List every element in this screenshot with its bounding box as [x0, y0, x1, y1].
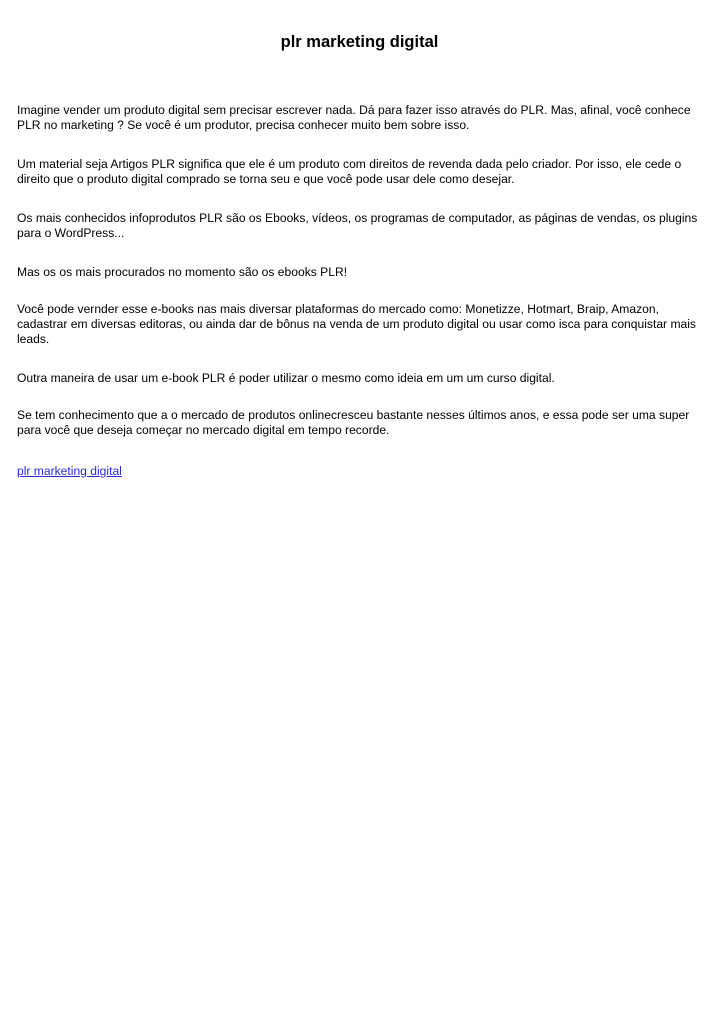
plr-marketing-link[interactable]: plr marketing digital: [17, 464, 122, 478]
paragraph-definition: Um material seja Artigos PLR significa que ele é um produto com direitos de revenda dada pelo criador. Por isso, ele cede o direito que o produto digital comprado se torna seu e que você pode usar dele como desejar.: [17, 157, 682, 186]
paragraph-infoproducts: Os mais conhecidos infoprodutos PLR são os Ebooks, vídeos, os programas de computador, as páginas de vendas, os plugins para o WordPress...: [17, 211, 698, 240]
paragraph-course-idea: Outra maneira de usar um e-book PLR é poder utilizar o mesmo como ideia em um um curso digital.: [17, 371, 555, 385]
paragraph-ebooks: Mas os os mais procurados no momento são os ebooks PLR!: [17, 265, 348, 279]
paragraph-market-growth: Se tem conhecimento que a o mercado de produtos onlinecresceu bastante nesses últimos anos, e essa pode ser uma super para você que deseja começar no mercado digital em tempo recorde.: [17, 408, 690, 437]
paragraph-intro: Imagine vender um produto digital sem precisar escrever nada. Dá para fazer isso através do PLR. Mas, afinal, você conhece PLR no marketing ? Se você é um produtor, precisa conhecer muito bem sobre isso.: [17, 103, 691, 132]
paragraph-platforms: Você pode vernder esse e-books nas mais diversar plataformas do mercado como: Monetizze, Hotmart, Braip, Amazon, cadastrar em diversas editoras, ou ainda dar de bônus na venda de um produto digital ou usar como isca para conquistar mais leads.: [17, 302, 696, 346]
document-title: plr marketing digital: [280, 33, 439, 51]
document-body: [17, 103, 703, 480]
